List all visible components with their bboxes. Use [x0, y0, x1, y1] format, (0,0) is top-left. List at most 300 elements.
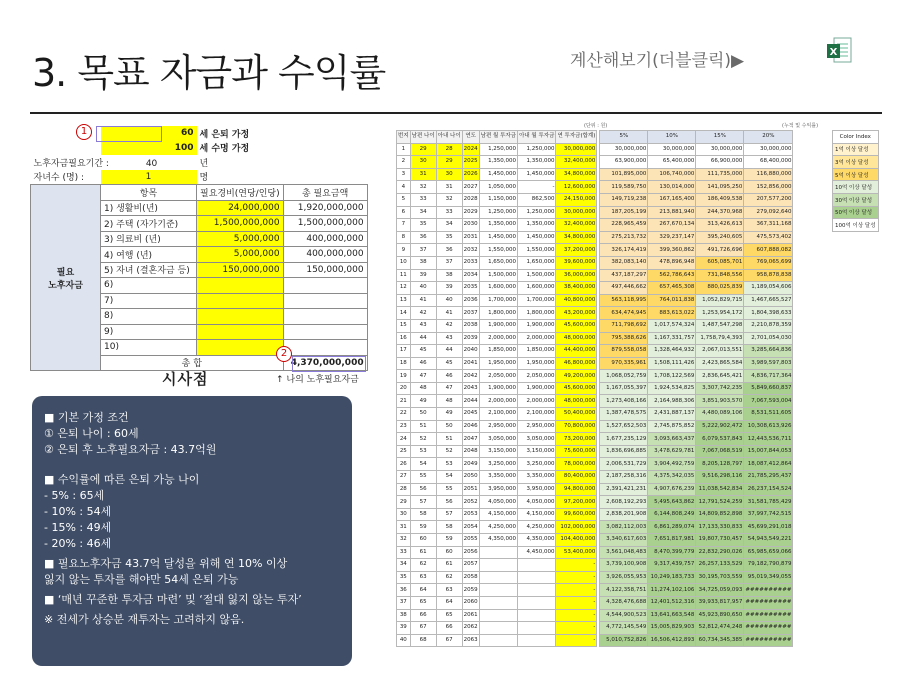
sheet-cell: 19,807,730,457 — [696, 534, 744, 547]
sheet-cell: 1,500,000 — [518, 269, 556, 282]
sheet-cell: 99,600,000 — [556, 508, 597, 521]
sheet-cell: 14 — [397, 307, 411, 320]
sheet-cell: 97,200,000 — [556, 496, 597, 509]
sum-value: 4,370,000,000 — [283, 355, 367, 371]
sheet-cell: 2054 — [462, 521, 479, 534]
sheet-cell: 45 — [436, 357, 462, 370]
sheet-cell: 48 — [410, 382, 436, 395]
sheet-cell: 1,467,665,527 — [744, 294, 793, 307]
sheet-header: 남편 월 투자금 — [479, 131, 517, 144]
sheet-cell: 46 — [436, 370, 462, 383]
sheet-cell: 3,478,629,781 — [648, 445, 696, 458]
sheet-cell: 2,000,000 — [518, 332, 556, 345]
sheet-cell: 1,250,000 — [479, 206, 517, 219]
sheet-cell: 43 — [410, 319, 436, 332]
sheet-cell: 94,800,000 — [556, 483, 597, 496]
sheet-cell: 54,943,549,221 — [744, 534, 793, 547]
sheet-cell: 207,577,200 — [744, 193, 793, 206]
sheet-cell: 40,800,000 — [556, 294, 597, 307]
sheet-cell: 7,067,593,004 — [744, 395, 793, 408]
row-item: 6) — [101, 278, 197, 294]
sheet-cell: 2048 — [462, 445, 479, 458]
sheet-cell: 1,253,954,172 — [696, 307, 744, 320]
sheet-cell: 36,000,000 — [556, 269, 597, 282]
sheet-cell: 1,800,000 — [479, 307, 517, 320]
sheet-cell: 106,740,000 — [648, 168, 696, 181]
sheet-header: 남편 나이 — [410, 131, 436, 144]
sheet-cell: 605,085,701 — [696, 256, 744, 269]
sheet-cell: 30 — [410, 156, 436, 169]
sheet-cell: 795,388,626 — [600, 332, 648, 345]
page-title: 3. 목표 자금과 수익률 — [32, 51, 386, 95]
sheet-header: 연도 — [462, 131, 479, 144]
sheet-cell: 2062 — [462, 622, 479, 635]
sheet-cell: 1,350,000 — [518, 219, 556, 232]
sheet-cell: 57 — [436, 508, 462, 521]
row-total: 400,000,000 — [283, 231, 367, 247]
sheet-cell: 4 — [397, 181, 411, 194]
sheet-cell: 2063 — [462, 634, 479, 647]
sheet-cell: 1,900,000 — [479, 319, 517, 332]
sheet-cell: 14,809,852,898 — [696, 508, 744, 521]
sheet-cell: 2,100,000 — [518, 408, 556, 421]
sheet-cell: 21 — [397, 395, 411, 408]
legend-item: 30억 이상 달성 — [833, 193, 879, 206]
sheet-cell: 244,370,968 — [696, 206, 744, 219]
sheet-cell: 50,400,000 — [556, 408, 597, 421]
row-item: 1) 생활비(년) — [101, 200, 197, 216]
sheet-cell: 2,000,000 — [479, 395, 517, 408]
sheet-cell: 36 — [436, 244, 462, 257]
sheet-cell: 36 — [397, 584, 411, 597]
sheet-cell: 1,700,000 — [479, 294, 517, 307]
sheet-cell: 2,050,000 — [479, 370, 517, 383]
sheet-cell: 38 — [436, 269, 462, 282]
sheet-cell: 7,651,817,981 — [648, 534, 696, 547]
sheet-cell: 313,426,613 — [696, 219, 744, 232]
sheet-cell: 44,400,000 — [556, 345, 597, 358]
sheet-cell: 2,608,192,293 — [600, 496, 648, 509]
col-cost-header: 필요경비(연당/인당) — [197, 185, 284, 201]
sheet-cell: 2055 — [462, 534, 479, 547]
sheet-cell: 1,052,829,715 — [696, 294, 744, 307]
sheet-cell: 3,082,112,003 — [600, 521, 648, 534]
sheet-cell: 66,900,000 — [696, 156, 744, 169]
sheet-cell: 1,836,696,885 — [600, 445, 648, 458]
sheet-cell: 42 — [436, 319, 462, 332]
sheet-cell: 970,335,961 — [600, 357, 648, 370]
sheet-cell: 3,739,100,908 — [600, 559, 648, 572]
group-label: 필요 노후자금 — [31, 185, 101, 371]
sheet-cell: 4,544,900,523 — [600, 609, 648, 622]
sheet-cell: 2052 — [462, 496, 479, 509]
sheet-cell: 6 — [397, 206, 411, 219]
sheet-cell: 2047 — [462, 433, 479, 446]
sheet-cell: 152,856,000 — [744, 181, 793, 194]
sheet-cell: 2031 — [462, 231, 479, 244]
sheet-cell: 731,848,556 — [696, 269, 744, 282]
sheet-cell: 27 — [397, 471, 411, 484]
sheet-cell: 50 — [410, 408, 436, 421]
sheet-cell: - — [518, 181, 556, 194]
summary-line: ※ 전세가 상승분 재투자는 고려하지 않음. — [44, 613, 245, 626]
summary-line: ■ ‘매년 꾸준한 투자금 마련’ 및 ‘절대 잃지 않는 투자’ — [44, 593, 302, 606]
sheet-cell: 1,950,000 — [518, 357, 556, 370]
sheet-cell: 2030 — [462, 219, 479, 232]
sheet-cell: 12,401,512,316 — [648, 596, 696, 609]
sheet-cell: 3,093,663,437 — [648, 433, 696, 446]
sheet-cell: 111,735,000 — [696, 168, 744, 181]
retire-age-value[interactable]: 60 — [101, 126, 197, 141]
sheet-cell: ########## — [744, 609, 793, 622]
sheet-cell: 1,350,000 — [479, 156, 517, 169]
sheet-cell: 1,650,000 — [479, 256, 517, 269]
sheet-cell: 3,950,000 — [518, 483, 556, 496]
sheet-cell: 2026 — [462, 168, 479, 181]
sheet-cell: 2060 — [462, 596, 479, 609]
sheet-cell: 2057 — [462, 559, 479, 572]
row-item: 2) 주택 (자가기준) — [101, 216, 197, 232]
sheet-cell: 39,933,817,957 — [696, 596, 744, 609]
sheet-cell: 475,573,402 — [744, 231, 793, 244]
sheet-cell: 8,470,399,779 — [648, 546, 696, 559]
svg-text:X: X — [829, 47, 838, 58]
sheet-cell: 30,000,000 — [556, 206, 597, 219]
sheet-cell: 1,450,000 — [479, 168, 517, 181]
sheet-cell: 24 — [397, 433, 411, 446]
sheet-cell: 9,317,439,757 — [648, 559, 696, 572]
sheet-cell: 15,007,844,053 — [744, 445, 793, 458]
legend-item: 1억 이상 달성 — [833, 143, 879, 156]
legend-item: 10억 이상 달성 — [833, 181, 879, 194]
legend-item: 5억 이상 달성 — [833, 168, 879, 181]
sheet-cell: 66 — [436, 622, 462, 635]
sheet-cell: 38,400,000 — [556, 282, 597, 295]
sheet-cell: 1,450,000 — [518, 168, 556, 181]
sheet-cell: - — [556, 571, 597, 584]
sheet-cell: 1,600,000 — [479, 282, 517, 295]
sheet-cell: 119,589,750 — [600, 181, 648, 194]
sheet-cell: 44 — [436, 345, 462, 358]
sheet-cell: 3,989,597,803 — [744, 357, 793, 370]
sheet-cell: 60 — [410, 534, 436, 547]
sheet-cell: 2028 — [462, 193, 479, 206]
sheet-cell: 2,067,013,551 — [696, 345, 744, 358]
sheet-cell: 32 — [436, 193, 462, 206]
sheet-cell: 1,900,000 — [518, 319, 556, 332]
summary-line: - 15% : 49세 — [44, 521, 112, 534]
sheet-cell: 10 — [397, 256, 411, 269]
sheet-cell: 5 — [397, 193, 411, 206]
sheet-cell: 1,250,000 — [479, 143, 517, 156]
sheet-cell: 55 — [410, 471, 436, 484]
sheet-cell: 116,880,000 — [744, 168, 793, 181]
sheet-cell: 4,150,000 — [518, 508, 556, 521]
sheet-header: 아내 나이 — [436, 131, 462, 144]
sheet-cell: 6,079,537,843 — [696, 433, 744, 446]
sheet-cell: 3,904,492,759 — [648, 458, 696, 471]
summary-line: ■ 필요노후자금 43.7억 달성을 위해 연 10% 이상 — [44, 557, 288, 570]
sheet-cell: 34 — [397, 559, 411, 572]
sheet-cell: 30,000,000 — [648, 143, 696, 156]
sheet-cell: 2050 — [462, 471, 479, 484]
sheet-cell: 879,558,058 — [600, 345, 648, 358]
sheet-cell: 1,550,000 — [479, 244, 517, 257]
sheet-cell: 47 — [436, 382, 462, 395]
sheet-cell: 2037 — [462, 307, 479, 320]
kids-value[interactable]: 1 — [101, 170, 197, 185]
sheet-cell: 40 — [397, 634, 411, 647]
sheet-cell: 769,065,699 — [744, 256, 793, 269]
sheet-cell: 880,025,839 — [696, 282, 744, 295]
sheet-cell: 29 — [410, 143, 436, 156]
sheet-cell: 326,174,419 — [600, 244, 648, 257]
sheet-cell: 42 — [410, 307, 436, 320]
sheet-cell: 62 — [410, 559, 436, 572]
sheet-cell: 8 — [397, 231, 411, 244]
sheet-cell: 31 — [436, 181, 462, 194]
sheet-cell: 2024 — [462, 143, 479, 156]
sheet-cell: 2,431,887,137 — [648, 408, 696, 421]
sheet-cell: 6,144,808,249 — [648, 508, 696, 521]
sheet-cell: 30,000,000 — [556, 143, 597, 156]
sheet-cell: 65 — [436, 609, 462, 622]
sheet-cell: 34 — [436, 219, 462, 232]
sheet-cell: 1,350,000 — [518, 156, 556, 169]
sheet-cell: 2040 — [462, 345, 479, 358]
row-cost[interactable]: 5,000,000 — [197, 231, 284, 247]
sheet-cell: 65,985,659,066 — [744, 546, 793, 559]
sheet-cell: 53 — [436, 458, 462, 471]
sheet-cell: 58 — [436, 521, 462, 534]
sheet-cell: 31 — [397, 521, 411, 534]
sheet-cell: 34,800,000 — [556, 168, 597, 181]
sheet-cell: 395,240,605 — [696, 231, 744, 244]
sheet-cell: 2038 — [462, 319, 479, 332]
sheet-cell: 1,700,000 — [518, 294, 556, 307]
row-item: 10) — [101, 340, 197, 356]
sheet-cell: 2,187,258,316 — [600, 471, 648, 484]
life-age-value[interactable]: 100 — [101, 141, 197, 156]
sheet-cell: 12,600,000 — [556, 181, 597, 194]
circle-marker-2: 2 — [276, 346, 292, 362]
sheet-cell: 79,182,790,879 — [744, 559, 793, 572]
sheet-cell: 1,328,464,932 — [648, 345, 696, 358]
sheet-cell: 1,273,408,166 — [600, 395, 648, 408]
sheet-cell: 2,164,988,306 — [648, 395, 696, 408]
sheet-cell: 275,213,732 — [600, 231, 648, 244]
sheet-cell: 31,581,785,429 — [744, 496, 793, 509]
sheet-cell: ########## — [744, 584, 793, 597]
sheet-cell: 149,719,238 — [600, 193, 648, 206]
sum-label: 총 합 — [101, 355, 284, 371]
sheet-cell: 68 — [410, 634, 436, 647]
sheet-cell: 25 — [397, 445, 411, 458]
row-total: 400,000,000 — [283, 247, 367, 263]
sheet-cell: 657,465,308 — [648, 282, 696, 295]
sheet-cell: 1,387,478,575 — [600, 408, 648, 421]
sheet-cell: 36 — [410, 231, 436, 244]
sheet-cell: 102,000,000 — [556, 521, 597, 534]
sheet-cell: 37 — [436, 256, 462, 269]
sheet-cell: 40 — [410, 282, 436, 295]
sheet-cell: 56 — [436, 496, 462, 509]
sheet-cell: 478,896,948 — [648, 256, 696, 269]
sheet-cell: 29 — [436, 156, 462, 169]
sheet-cell: 958,878,838 — [744, 269, 793, 282]
sheet-cell: 49 — [436, 408, 462, 421]
sheet-cell: 1,650,000 — [518, 256, 556, 269]
summary-line: - 5% : 65세 — [44, 489, 105, 502]
sheet-cell: 5,495,643,862 — [648, 496, 696, 509]
sheet-cell: - — [556, 559, 597, 572]
sheet-cell: 2061 — [462, 609, 479, 622]
legend-item: Color Index — [833, 131, 879, 144]
sheet-cell: 1,550,000 — [518, 244, 556, 257]
my-requirement-note: ↑ 나의 노후필요자금 — [276, 375, 359, 385]
summary-line: ■ 기본 가정 조건 — [44, 411, 129, 424]
sheet-cell: 1,350,000 — [479, 219, 517, 232]
period-value: 40 — [145, 158, 158, 169]
sheet-cell: 2,423,865,584 — [696, 357, 744, 370]
sheet-cell: 26,237,154,524 — [744, 483, 793, 496]
row-total: 150,000,000 — [283, 262, 367, 278]
sheet-cell: 65 — [410, 596, 436, 609]
sheet-header: 5% — [600, 131, 648, 144]
sheet-cell: 3,150,000 — [479, 445, 517, 458]
sheet-cell: 4,480,089,106 — [696, 408, 744, 421]
sheet-cell: 2039 — [462, 332, 479, 345]
sheet-cell: 2053 — [462, 508, 479, 521]
sheet-cell: 2035 — [462, 282, 479, 295]
sheet-cell: 101,895,000 — [600, 168, 648, 181]
calculate-link[interactable]: 계산해보기(더블클릭)▶ — [570, 51, 745, 71]
sheet-cell: 3,851,903,570 — [696, 395, 744, 408]
sheet-cell: 45,923,890,650 — [696, 609, 744, 622]
sheet-cell: 15 — [397, 319, 411, 332]
sheet-cell: 167,165,400 — [648, 193, 696, 206]
sheet-cell: 2042 — [462, 370, 479, 383]
sheet-cell: 5,849,660,837 — [744, 382, 793, 395]
sheet-cell: 1,527,652,503 — [600, 420, 648, 433]
sheet-cell: 13,641,663,548 — [648, 609, 696, 622]
sheet-cell: 28 — [397, 483, 411, 496]
sheet-cell: 48 — [436, 395, 462, 408]
sheet-cell: 3,050,000 — [518, 433, 556, 446]
sheet-cell: 3,150,000 — [518, 445, 556, 458]
sheet-cell: 3,561,048,483 — [600, 546, 648, 559]
sheet-cell: 22,832,290,026 — [696, 546, 744, 559]
row-cost[interactable]: 5,000,000 — [197, 247, 284, 263]
sheet-cell: 75,600,000 — [556, 445, 597, 458]
sheet-cell: 58 — [410, 508, 436, 521]
sheet-cell: 52 — [410, 433, 436, 446]
sheet-cell: 3,340,617,603 — [600, 534, 648, 547]
legend-item: 50억 이상 달성 — [833, 206, 879, 219]
sheet-cell: 1 — [397, 143, 411, 156]
retire-age-label: 세 은퇴 가정 — [199, 129, 250, 140]
sheet-cell: 2043 — [462, 382, 479, 395]
sheet-cell: 10,249,183,733 — [648, 571, 696, 584]
sheet-cell: 66 — [410, 609, 436, 622]
sheet-cell: 35 — [397, 571, 411, 584]
sheet-cell: 1,167,055,397 — [600, 382, 648, 395]
sheet-cell: 5,010,752,826 — [600, 634, 648, 647]
sheet-cell: 399,360,862 — [648, 244, 696, 257]
sheet-cell: 1,950,000 — [479, 357, 517, 370]
sheet-cell: 1,508,111,426 — [648, 357, 696, 370]
sheet-cell: ########## — [744, 622, 793, 635]
sheet-cell: 862,500 — [518, 193, 556, 206]
sheet-cell: 6,861,289,074 — [648, 521, 696, 534]
sheet-cell: 491,726,696 — [696, 244, 744, 257]
sheet-cell: 7 — [397, 219, 411, 232]
sheet-cell: 31 — [410, 168, 436, 181]
sheet-cell: 64 — [410, 584, 436, 597]
sheet-cell: 80,400,000 — [556, 471, 597, 484]
sheet-cell: 35 — [436, 231, 462, 244]
sheet-cell: 37 — [410, 244, 436, 257]
sheet-cell: 1,500,000 — [479, 269, 517, 282]
sheet-cell: 30 — [436, 168, 462, 181]
legend-item: 100억 이상 달성 — [833, 219, 879, 232]
sheet-cell: 3,307,742,235 — [696, 382, 744, 395]
sheet-cell: 1,250,000 — [518, 206, 556, 219]
sheet-cell: 95,019,349,055 — [744, 571, 793, 584]
sheet-cell: 24,150,000 — [556, 193, 597, 206]
sheet-cell: 2,836,645,421 — [696, 370, 744, 383]
sheet-cell: 51 — [436, 433, 462, 446]
sheet-cell: 62 — [436, 571, 462, 584]
sheet-cell: 2,838,201,908 — [600, 508, 648, 521]
sheet-cell: 20 — [397, 382, 411, 395]
sheet-cell: 33 — [436, 206, 462, 219]
sheet-cell: 32 — [410, 181, 436, 194]
sheet-cell: 2 — [397, 156, 411, 169]
sheet-cell: 67 — [410, 622, 436, 635]
sheet-cell: 38 — [397, 609, 411, 622]
row-cost[interactable]: 1,500,000,000 — [197, 216, 284, 232]
row-cost[interactable]: 24,000,000 — [197, 200, 284, 216]
sheet-cell: 1,450,000 — [479, 231, 517, 244]
sheet-cell: 2058 — [462, 571, 479, 584]
sheet-cell: 45,699,291,018 — [744, 521, 793, 534]
sheet-header: 10% — [648, 131, 696, 144]
sheet-cell: 63 — [436, 584, 462, 597]
col-item-header: 항목 — [101, 185, 197, 201]
sheet-cell: 1,850,000 — [518, 345, 556, 358]
sheet-cell: 497,446,662 — [600, 282, 648, 295]
sheet-cell: 11 — [397, 269, 411, 282]
sheet-cell: 60 — [436, 546, 462, 559]
sheet-cell: 2033 — [462, 256, 479, 269]
sheet-cell: 437,187,297 — [600, 269, 648, 282]
return-note: (누적 및 수익률) — [782, 123, 819, 129]
sheet-cell: 19 — [397, 370, 411, 383]
sheet-cell: 141,095,250 — [696, 181, 744, 194]
sheet-cell: 57 — [410, 496, 436, 509]
kids-unit: 명 — [199, 173, 209, 184]
sheet-cell: 4,150,000 — [479, 508, 517, 521]
sheet-cell: 52 — [436, 445, 462, 458]
row-cost[interactable]: 150,000,000 — [197, 262, 284, 278]
sheet-cell: 40 — [436, 294, 462, 307]
sheet-cell: 7,067,068,519 — [696, 445, 744, 458]
sheet-cell: 29 — [397, 496, 411, 509]
sheet-cell: 563,118,995 — [600, 294, 648, 307]
sheet-cell: - — [556, 634, 597, 647]
sheet-cell: 30 — [397, 508, 411, 521]
